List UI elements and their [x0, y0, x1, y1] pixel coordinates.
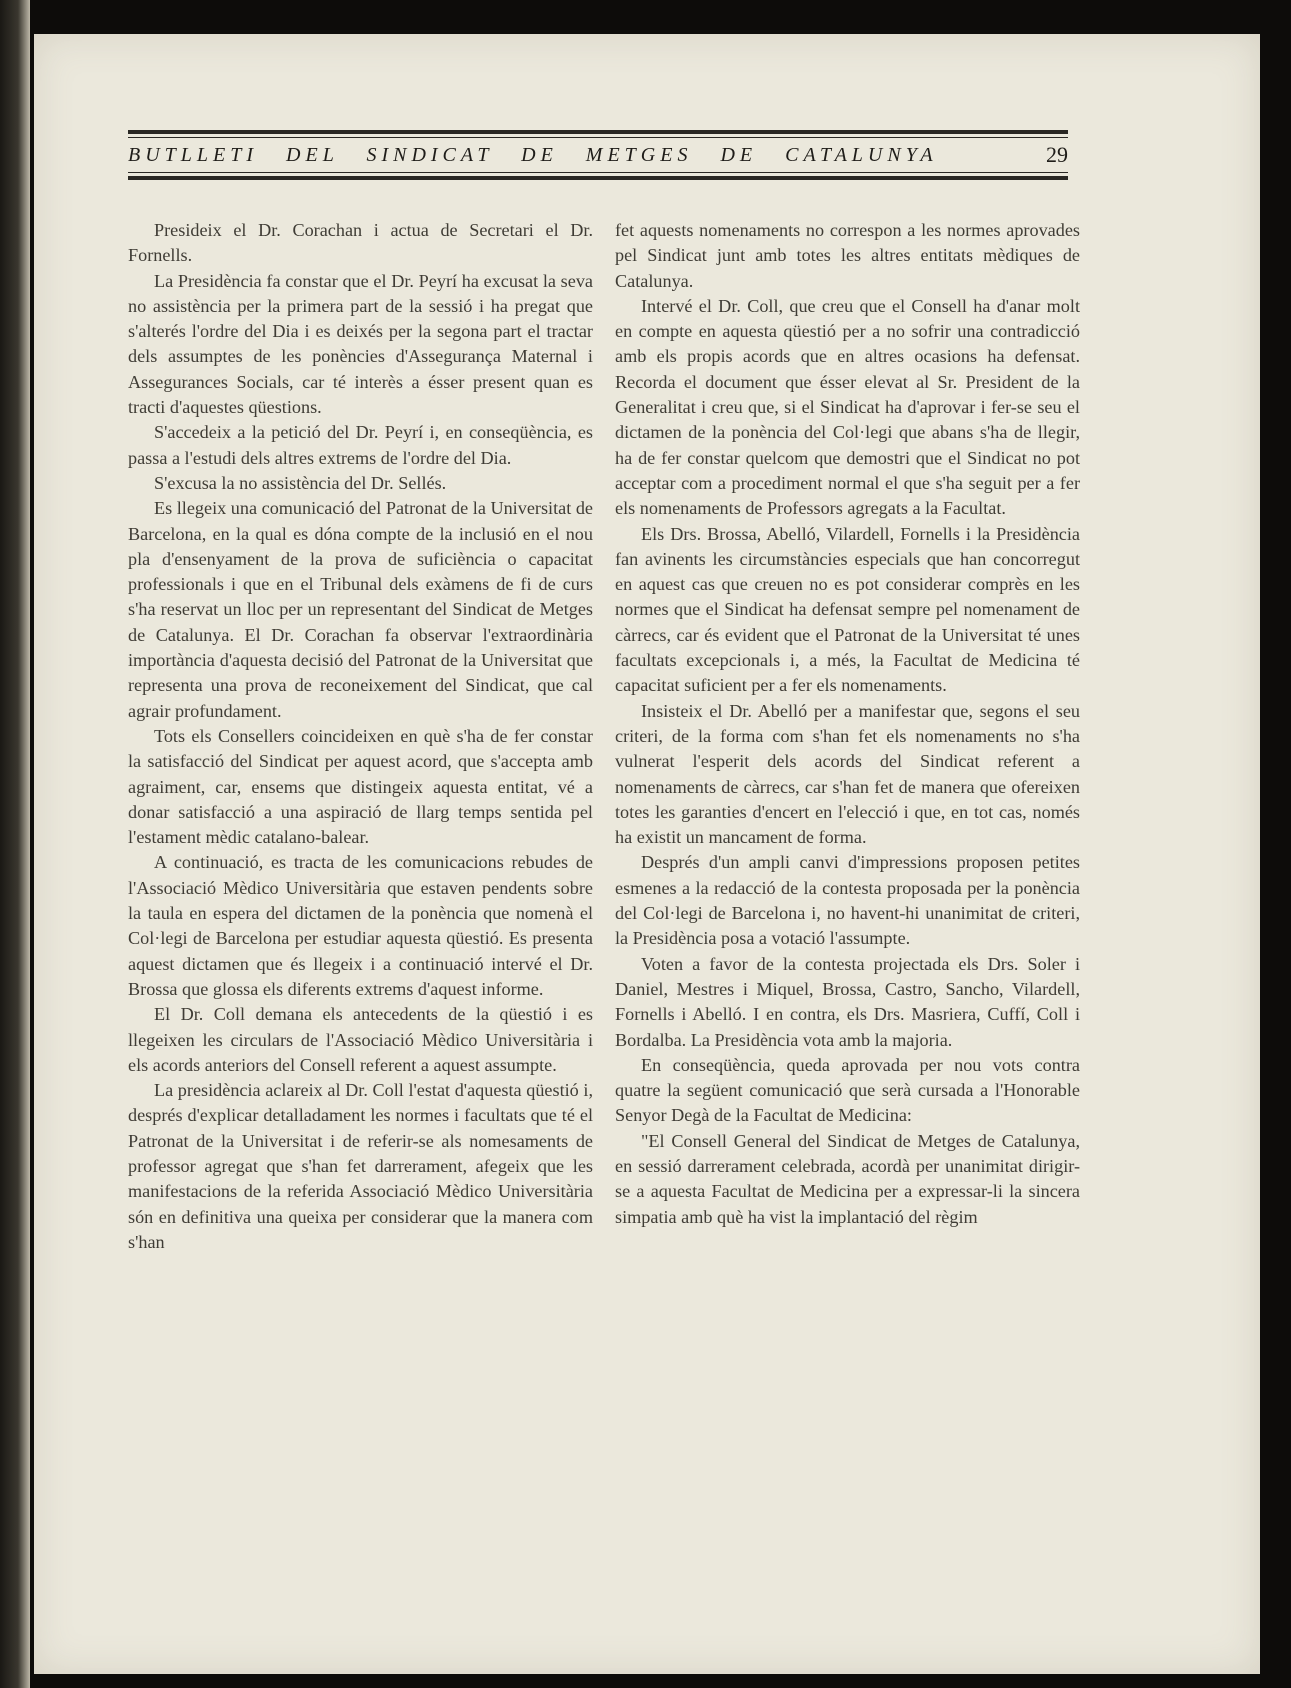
page-number: 29 [1046, 142, 1068, 167]
journal-title: BUTLLETI DEL SINDICAT DE METGES DE CATALUNYA [128, 143, 938, 166]
paragraph: S'accedeix a la petició del Dr. Peyrí i, en conseqüència, es passa a l'estudi dels altres extrems de l'ordre del Dia. [128, 422, 593, 468]
header-top-rule [128, 130, 1068, 134]
paragraph: Després d'un ampli canvi d'impressions proposen petites esmenes a la redacció de la contesta proposada per la ponència del Col·legi de Barcelona i, no havent-hi unanimitat de criteri, la Presidència posa a votació l'assumpte. [615, 852, 1080, 949]
paragraph: La presidència aclareix al Dr. Coll l'estat d'aquesta qüestió i, després d'explicar detalladament les normes i facultats que té el Patronat de la Universitat i de referir-se als nomesaments de professor agregat que s'han fet darrerament, afegeix que les manifestacions de la referida Associació Mèdico Universitària són en definitiva una queixa per considerar que la manera com s'han [128, 1080, 593, 1252]
paragraph: Els Drs. Brossa, Abelló, Vilardell, Fornells i la Presidència fan avinents les circumstàncies especials que han concorregut en aquest cas que creuen no es pot considerar comprès en les normes que el Sindicat ha defensat sempre pel nomenament de càrrecs, car és evident que el Patronat de la Universitat té unes facultats excepcionals i, a més, la Facultat de Medicina té capacitat suficient per a fer els nomenaments. [615, 523, 1080, 696]
paragraph: Insisteix el Dr. Abelló per a manifestar que, segons el seu criteri, de la forma com s'han fet els nomenaments no s'ha vulnerat l'esperit dels acords del Sindicat referent a nomenaments de càrrecs, car s'han fet de manera que ofereixen totes les garanties d'encert en l'elecció i que, en tot cas, només ha existit un mancament de forma. [615, 700, 1080, 848]
paragraph: Voten a favor de la contesta projectada els Drs. Soler i Daniel, Mestres i Miquel, Brossa, Castro, Sancho, Vilardell, Fornells i Abelló. I en contra, els Drs. Masriera, Cuffí, Coll i Bordalba. La Presidència vota amb la majoria. [615, 953, 1080, 1050]
binding-edge [0, 0, 30, 1688]
left-column [128, 218, 593, 1255]
running-header [128, 130, 1068, 180]
header-bottom-rule [128, 176, 1068, 180]
paragraph-continued: fet aquests nomenaments no correspon a les normes aprovades pel Sindicat junt amb totes les altres entitats mèdiques de Catalunya. [615, 220, 1080, 291]
paragraph: Tots els Consellers coincideixen en què s'ha de fer constar la satisfacció del Sindicat per aquest acord, que s'accepta amb agraiment, car, ensems que distingeix aquesta entitat, vé a donar satisfacció a una aspiració de llarg temps sentida pel l'estament mèdic catalano-balear. [128, 725, 593, 848]
paragraph: Intervé el Dr. Coll, que creu que el Consell ha d'anar molt en compte en aquesta qüestió per a no sofrir una contradicció amb els propis acords que en altres ocasions ha defensat. Recorda el document que ésser elevat al Sr. President de la Generalitat i creu que, si el Sindicat ha d'aprovar i fer-se seu el dictamen de la ponència del Col·legi que abans s'ha de llegir, ha de fer constar quelcom que demostri que el Sindicat no pot acceptar com a procediment normal el que s'ha seguit per a fer els nomenaments de Professors agregats a la Facultat. [615, 295, 1080, 519]
paragraph: En conseqüència, queda aprovada per nou vots contra quatre la següent comunicació que serà cursada a l'Honorable Senyor Degà de la Facultat de Medicina: [615, 1054, 1080, 1126]
header-bottom-thin-rule [128, 172, 1068, 173]
header-row [128, 138, 1068, 172]
paragraph: S'excusa la no assistència del Dr. Sellés. [154, 472, 447, 493]
paragraph: A continuació, es tracta de les comunicacions rebudes de l'Associació Mèdico Universitària que estaven pendents sobre la taula en espera del dictamen de la ponència que nomenà el Col·legi de Barcelona per estudiar aquesta qüestió. Es presenta aquest dictamen que és llegeix i a continuació intervé el Dr. Brossa que glossa els diferents extrems d'aquest informe. [128, 852, 593, 999]
paragraph: "El Consell General del Sindicat de Metges de Catalunya, en sessió darrerament celebrada, acordà per unanimitat dirigir-se a aquesta Facultat de Medicina per a expressar-li la sincera simpatia amb què ha vist la implantació del règim [615, 1130, 1080, 1227]
body-columns [128, 218, 1080, 1255]
right-column [615, 218, 1080, 1255]
paragraph: El Dr. Coll demana els antecedents de la qüestió i es llegeixen les circulars de l'Associació Mèdico Universitària i els acords anteriors del Consell referent a aquest assumpte. [128, 1004, 593, 1075]
paragraph: La Presidència fa constar que el Dr. Peyrí ha excusat la seva no assistència per la primera part de la sessió i ha pregat que s'alterés l'ordre del Dia i es deixés per la segona part el tractar dels assumptes de les ponències d'Assegurança Maternal i Assegurances Socials, car té interès a ésser present quan es tracti d'aquestes qüestions. [128, 270, 593, 418]
paragraph: Presideix el Dr. Corachan i actua de Secretari el Dr. Fornells. [128, 220, 593, 266]
paragraph: Es llegeix una comunicació del Patronat de la Universitat de Barcelona, en la qual es dóna compte de la inclusió en el nou pla d'ensenyament de la prova de suficiència o capacitat professionals i que en el Tribunal dels exàmens de fi de curs s'ha reservat un lloc per un representant del Sindicat de Metges de Catalunya. El Dr. Corachan fa observar l'extraordinària importància d'aquesta decisió del Patronat de la Universitat que representa una prova de reconeixement del Sindicat, que cal agrair profundament. [128, 498, 593, 721]
